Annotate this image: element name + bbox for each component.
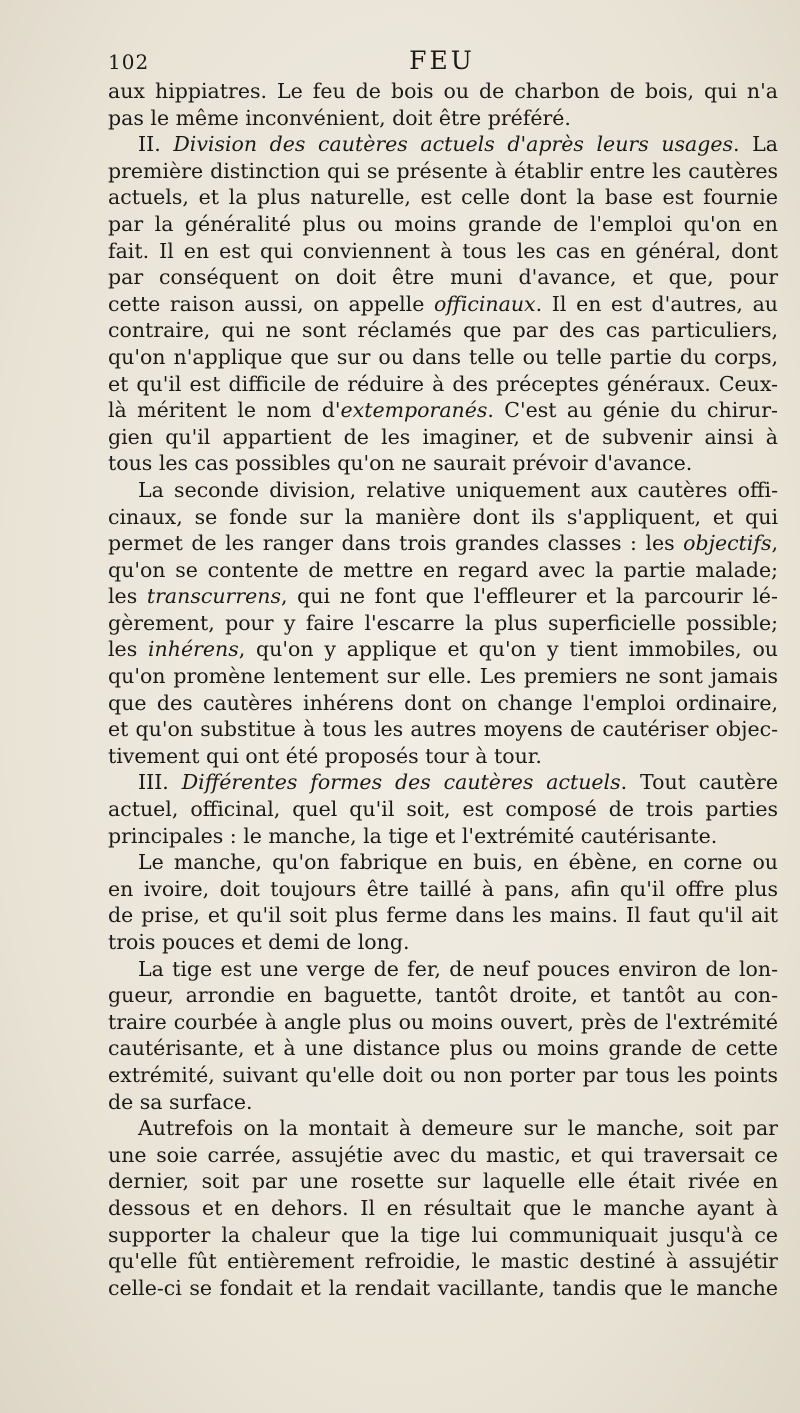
text-line: extrémité, suivant qu'elle doit ou non porter par tous les points: [108, 1062, 778, 1087]
text-line: en ivoire, doit toujours être taillé à pans, afin qu'il offre plus: [108, 876, 778, 901]
text-line: aux hippiatres. Le feu de bois ou de charbon de bois, qui n'a: [108, 79, 778, 103]
text-line: supporter la chaleur que la tige lui communiquait jusqu'à ce: [108, 1222, 778, 1247]
text-line: Le manche, qu'on fabrique en buis, en ébène, en corne ou: [138, 850, 778, 875]
page-header: [108, 46, 776, 76]
text-line: actuels, et la plus naturelle, est celle dont la base est fournie: [108, 185, 778, 210]
text-line: gèrement, pour y faire l'escarre la plus superficielle possible;: [108, 610, 778, 635]
text-line: celle-ci se fondait et la rendait vacillante, tandis que le manche: [108, 1275, 778, 1300]
text-line: Autrefois on la montait à demeure sur le manche, soit par: [138, 1116, 778, 1141]
text-line: dessous et en dehors. Il en résultait que le manche ayant à: [108, 1195, 778, 1220]
page-number: 102: [108, 50, 150, 74]
text-line: La seconde division, relative uniquement aux cautères offi-: [138, 477, 778, 502]
text-line: gien qu'il appartient de les imaginer, et de subvenir ainsi à: [108, 424, 778, 449]
text-line: de prise, et qu'il soit plus ferme dans les mains. Il faut qu'il ait: [108, 903, 778, 928]
text-line: actuel, officinal, quel qu'il soit, est composé de trois parties: [108, 797, 778, 822]
text-line: une soie carrée, assujétie avec du mastic, et qui traversait ce: [108, 1142, 778, 1167]
text-line: dernier, soit par une rosette sur laquelle elle était rivée en: [108, 1169, 778, 1194]
text-line: III. Différentes formes des cautères actuels. Tout cautère: [138, 770, 778, 795]
text-line: qu'elle fût entièrement refroidie, le mastic destiné à assujétir: [108, 1249, 778, 1274]
text-line: cautérisante, et à une distance plus ou moins grande de cette: [108, 1036, 778, 1061]
text-line: par la généralité plus ou moins grande de l'emploi qu'on en: [108, 211, 778, 236]
text-line: trois pouces et demi de long.: [108, 930, 410, 954]
text-line: et qu'il est difficile de réduire à des préceptes généraux. Ceux-: [108, 371, 778, 396]
text-line: première distinction qui se présente à établir entre les cautères: [108, 158, 778, 183]
text-line: fait. Il en est qui conviennent à tous les cas en général, dont: [108, 238, 778, 263]
text-line: pas le même inconvénient, doit être préféré.: [108, 105, 571, 130]
text-line: contraire, qui ne sont réclamés que par des cas particuliers,: [108, 318, 778, 343]
text-line: qu'on promène lentement sur elle. Les premiers ne sont jamais: [108, 664, 778, 689]
text-line: qu'on se contente de mettre en regard avec la partie malade;: [108, 557, 778, 582]
text-line: tous les cas possibles qu'on ne saurait prévoir d'avance.: [108, 451, 693, 476]
text-line: les inhérens, qu'on y applique et qu'on y tient immobiles, ou: [108, 637, 778, 662]
text-line: permet de les ranger dans trois grandes classes : les objectifs,: [108, 531, 778, 556]
text-line: cette raison aussi, on appelle officinaux. Il en est d'autres, au: [108, 291, 778, 316]
text-line: traire courbée à angle plus ou moins ouvert, près de l'extrémité: [108, 1009, 778, 1034]
text-line: principales : le manche, la tige et l'extrémité cautérisante.: [108, 823, 718, 848]
text-line: par conséquent on doit être muni d'avance, et que, pour: [108, 265, 778, 290]
running-head: FEU: [409, 46, 475, 75]
text-line: de sa surface.: [108, 1089, 253, 1114]
text-line: La tige est une verge de fer, de neuf pouces environ de lon-: [138, 956, 778, 981]
text-line: là méritent le nom d'extemporanés. C'est au génie du chirur-: [108, 398, 778, 423]
text-line: que des cautères inhérens dont on change l'emploi ordinaire,: [108, 690, 778, 715]
text-line: II. Division des cautères actuels d'après leurs usages. La: [138, 132, 778, 157]
text-line: qu'on n'applique que sur ou dans telle ou telle partie du corps,: [108, 344, 778, 369]
text-line: cinaux, se fonde sur la manière dont ils s'appliquent, et qui: [108, 504, 778, 529]
body-text: [108, 78, 778, 1301]
text-line: les transcurrens, qui ne font que l'effleurer et la parcourir lé-: [108, 584, 778, 609]
text-line: gueur, arrondie en baguette, tantôt droite, et tantôt au con-: [108, 983, 778, 1008]
text-line: tivement qui ont été proposés tour à tour.: [108, 743, 542, 768]
text-line: et qu'on substitue à tous les autres moyens de cautériser objec-: [108, 717, 778, 742]
